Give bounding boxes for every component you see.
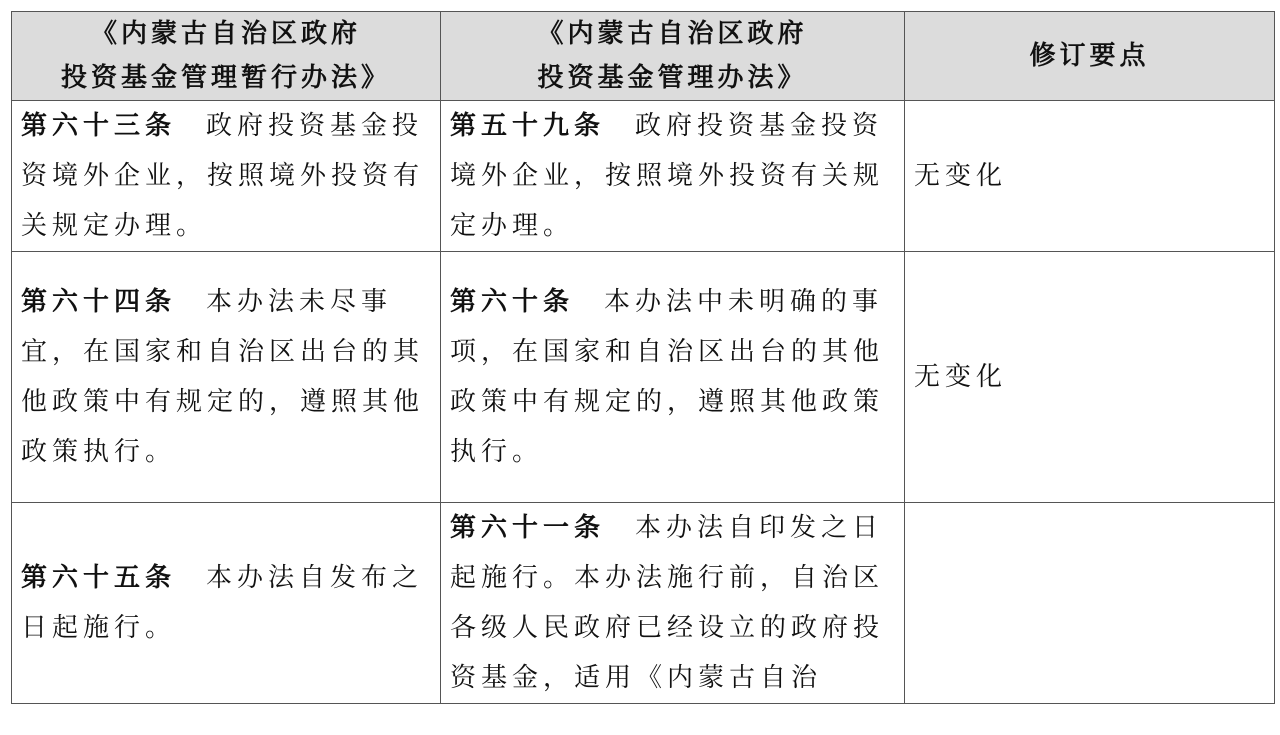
old-article-cell: [12, 101, 441, 252]
table-row: [12, 101, 1275, 252]
old-article-number: 第六十四条: [21, 287, 177, 317]
new-article-cell: [441, 503, 905, 704]
old-article-number: 第六十三条: [21, 111, 177, 141]
header-old-regulation: [12, 12, 441, 101]
old-article-cell: [12, 252, 441, 503]
old-article-cell: [12, 503, 441, 704]
new-article-text: 政府投资基金投资境外企业，按照境外投资有关规定办理。: [450, 111, 885, 241]
comparison-table: [11, 11, 1275, 704]
new-article-number: 第六十一条: [450, 513, 606, 543]
header-row: [12, 12, 1275, 101]
header-new-line2: 投资基金管理办法》: [537, 63, 808, 93]
old-article-text: 本办法未尽事宜，在国家和自治区出台的其他政策中有规定的，遵照其他政策执行。: [21, 287, 425, 467]
revision-note: 无变化: [905, 101, 1275, 252]
new-article-cell: [441, 252, 905, 503]
new-article-text: 本办法自印发之日起施行。本办法施行前，自治区各级人民政府已经设立的政府投资基金，适用《内蒙古自治: [450, 513, 885, 693]
header-new-regulation: [441, 12, 905, 101]
new-article-cell: [441, 101, 905, 252]
revision-note: 无变化: [905, 252, 1275, 503]
new-article-number: 第六十条: [450, 287, 575, 317]
old-article-text: 本办法自发布之日起施行。: [21, 563, 424, 643]
header-new-line1: 《内蒙古自治区政府: [537, 19, 808, 49]
new-article-text: 本办法中未明确的事项，在国家和自治区出台的其他政策中有规定的，遵照其他政策执行。: [450, 287, 885, 467]
header-old-line2: 投资基金管理暂行办法》: [60, 63, 391, 93]
header-revision-points: 修订要点: [905, 12, 1275, 101]
header-old-line1: 《内蒙古自治区政府: [90, 19, 361, 49]
old-article-number: 第六十五条: [21, 563, 177, 593]
old-article-text: 政府投资基金投资境外企业，按照境外投资有关规定办理。: [21, 111, 425, 241]
table-row: [12, 503, 1275, 704]
revision-note: [905, 503, 1275, 704]
table-row: [12, 252, 1275, 503]
new-article-number: 第五十九条: [450, 111, 606, 141]
